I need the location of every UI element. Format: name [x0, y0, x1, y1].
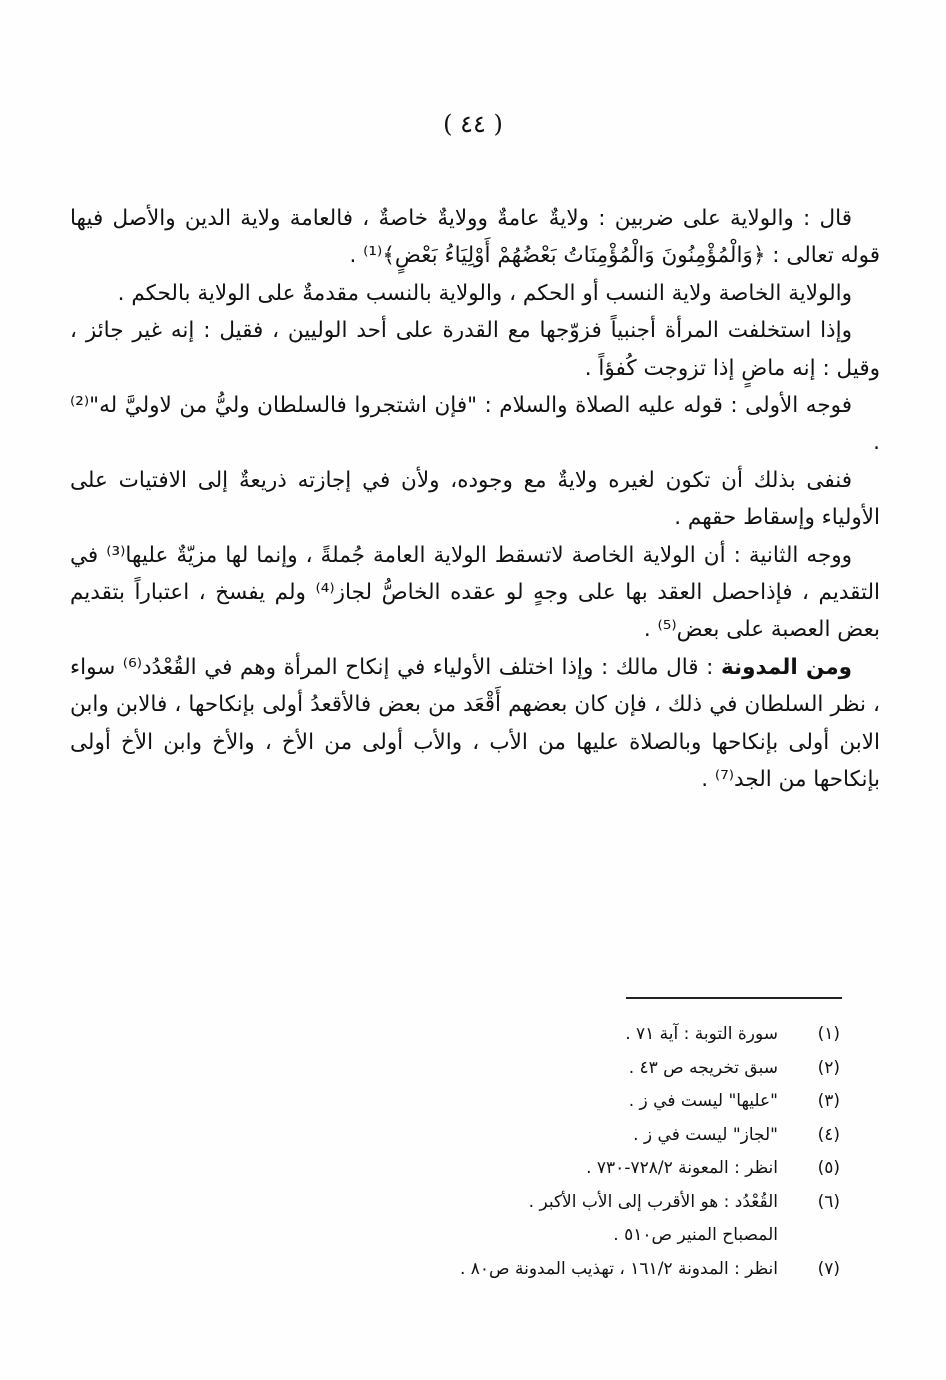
footnote-text: سبق تخريجه ص ٤٣ .: [628, 1057, 778, 1078]
paragraph-3: وإذا استخلفت المرأة أجنبياً فزوّجها مع القدرة على أحد الوليين ، فقيل : إنه غير جائز ، وقيل : إنه ماضٍ إذا تزوجت كُفؤاً .: [70, 318, 880, 381]
page-number: ( ٤٤ ): [443, 110, 503, 138]
paragraph-2: والولاية الخاصة ولاية النسب أو الحكم ، والولاية بالنسب مقدمةٌ على الولاية بالحكم .: [117, 280, 852, 306]
paragraph-7-text: : قال مالك : وإذا اختلف الأولياء في إنكاح المرأة وهم في القُعْدُد⁽⁶⁾ سواء ، نظر السلطان في ذلك ، فإن كان بعضهم أَقْعَد من بعض فالأقعدُ أولى بإنكاحها ، فالابن وابن الابن أولى بإنكاحها وبالصلاة عليها من الأب ، والأب أولى من الأخ ، والأخ وابن الأخ أولى بإنكاحها من الجد⁽⁷⁾ .: [70, 654, 880, 793]
footnote-number: (٦): [817, 1191, 840, 1212]
paragraph-6: ووجه الثانية : أن الولاية الخاصة لاتسقط الولاية العامة جُملةً ، وإنما لها مزيّةٌ عليها⁽³⁾ في التقديم ، فإذاحصل العقد بها على وجهٍ لو عقده الخاصُّ لجاز⁽⁴⁾ ولم يفسخ ، اعتباراً بتقديم بعض العصبة على بعض⁽⁵⁾ .: [70, 542, 880, 643]
footnote-4: [300, 1119, 840, 1153]
paragraph-7: [70, 649, 880, 799]
footnote-divider: [626, 997, 842, 999]
footnote-6: [300, 1186, 840, 1220]
footnote-6-continued: [300, 1219, 840, 1253]
footnote-5: [300, 1152, 840, 1186]
footnote-text: سورة التوبة : آية ٧١ .: [625, 1024, 778, 1044]
footnote-text: المصباح المنير ص٥١٠ .: [613, 1225, 778, 1245]
footnote-number: (٣): [817, 1091, 840, 1111]
footnote-3: [300, 1085, 840, 1119]
footnote-number: (٤): [817, 1124, 840, 1145]
footnote-text: "عليها" ليست في ز .: [628, 1091, 778, 1111]
footnote-number: [778, 1219, 840, 1253]
footnote-number: (١): [817, 1024, 840, 1044]
mudawwana-heading: ومن المدونة: [720, 654, 852, 680]
footnote-1: [300, 1018, 840, 1052]
footnote-text: انظر : المدونة ١٦١/٢ ، تهذيب المدونة ص٨٠ .: [459, 1258, 778, 1279]
footnotes: [300, 1018, 840, 1286]
footnote-text: القُعْدُد : هو الأقرب إلى الأب الأكبر .: [528, 1191, 778, 1212]
footnote-text: "لجاز" ليست في ز .: [633, 1124, 778, 1145]
paragraph-5: فنفى بذلك أن تكون لغيره ولايةٌ مع وجوده، ولأن في إجازته ذريعةٌ إلى الافتيات على الأولياء وإسقاط حقهم .: [70, 467, 880, 531]
paragraph-1: قال : والولاية على ضربين : ولايةٌ عامةٌ وولايةٌ خاصةٌ ، فالعامة ولاية الدين والأصل فيها قوله تعالى : ﴿وَالْمُؤْمِنُونَ وَالْمُؤْمِنَاتُ بَعْضُهُمْ أَوْلِيَاءُ بَعْضٍ﴾⁽¹⁾ .: [70, 206, 880, 269]
footnote-number: (٥): [817, 1158, 840, 1178]
footnote-number: (٢): [817, 1057, 840, 1078]
footnote-number: (٧): [817, 1258, 840, 1279]
main-text: [70, 200, 880, 799]
footnote-2: [300, 1052, 840, 1086]
paragraph-4: فوجه الأولى : قوله عليه الصلاة والسلام : "فإن اشتجروا فالسلطان وليُّ من لاوليَّ له"⁽²⁾ .: [70, 393, 880, 456]
footnote-7: [300, 1253, 840, 1287]
footnote-text: انظر : المعونة ٧٢٨/٢-٧٣٠ .: [586, 1158, 778, 1178]
